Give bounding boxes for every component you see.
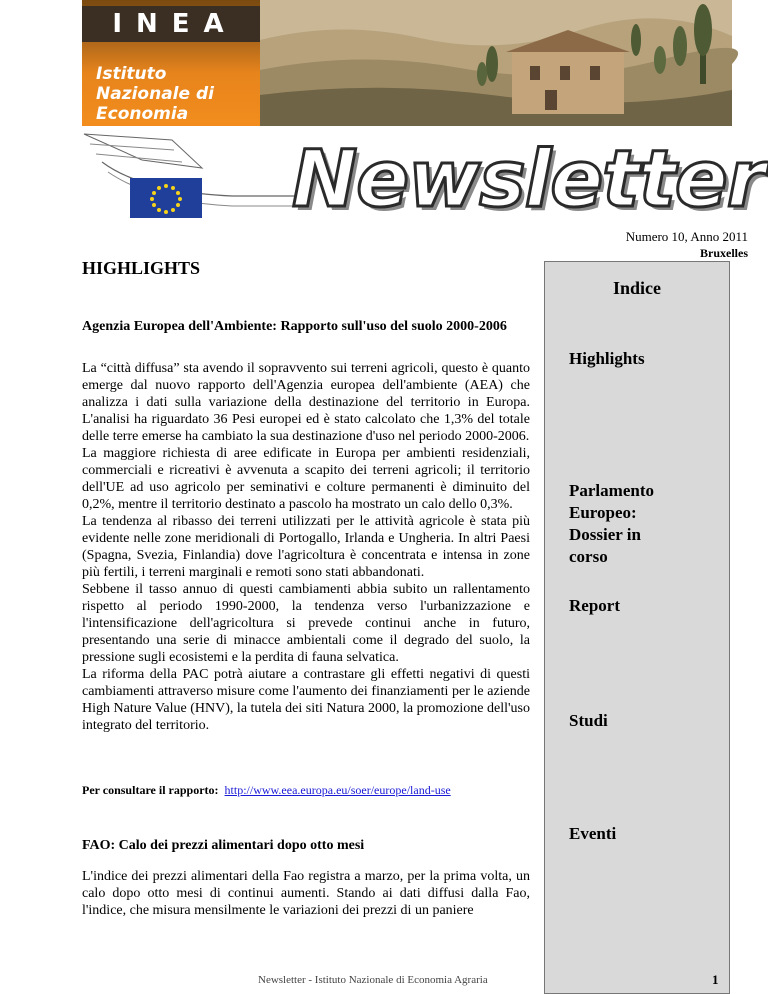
report-link[interactable]: http://www.eea.europa.eu/soer/europe/land-use (224, 783, 451, 797)
inea-logo: INEA (82, 6, 260, 42)
report-link-line (82, 783, 532, 798)
index-item-eventi[interactable]: Eventi (569, 824, 617, 843)
issue-info (626, 229, 748, 261)
landscape-photo (260, 0, 732, 126)
index-item-parlamento[interactable]: Parlamento Europeo: Dossier in corso (569, 481, 654, 566)
section-title: HIGHLIGHTS (82, 258, 201, 278)
article-body (82, 360, 530, 734)
article-paragraph: La riforma della PAC potrà aiutare a contrastare gli effetti negativi di questi cambiamenti attraverso misure come l'aumento dei finanziamenti per le aziende High Nature Value (HNV), la tutela dei siti Natura 2000, la promozione dell'uso integrato del territorio. (82, 667, 530, 733)
landscape-illustration (260, 0, 732, 126)
fao-article-title: FAO: Calo dei prezzi alimentari dopo otto mesi (82, 838, 365, 853)
inea-logo-panel (82, 0, 260, 144)
index-item-report[interactable]: Report (569, 596, 620, 615)
page-number: 1 (712, 972, 719, 987)
issue-number: Numero 10, Anno 2011 (625, 229, 748, 244)
article-paragraph: La maggiore richiesta di aree edificate in Europa per ambienti residenziali, commerciali e ricreativi è avvenuta a scapito dei terreni agricoli; il territorio dell'UE ad uso agricolo per seminativi e colture permanenti è diminuito del 0,2%, mentre il territorio destinato a pascolo ha mostrato un calo dello 0,3%. (82, 446, 530, 512)
institute-name: Istituto Nazionale di Economia Agraria (96, 64, 214, 144)
index-item-highlights[interactable]: Highlights (569, 349, 645, 368)
index-title: Indice (612, 278, 661, 298)
index-sidebar (544, 261, 730, 994)
issue-city: Bruxelles (700, 246, 748, 260)
article-paragraph: La tendenza al ribasso dei terreni utilizzati per le attività agricole è stata più evidente nelle zone meridionali di Portogallo, Irlanda e Ungheria. In altri Paesi (Spagna, Svezia, Finlandia) dove l'agricoltura è concentrata e intensa in zone più fertili, i terreni marginali e remoti sono stati abbandonati. (82, 514, 530, 580)
eu-flag-icon (130, 178, 202, 218)
report-link-label: Per consultare il rapporto: (82, 783, 219, 797)
fao-article-body: L'indice dei prezzi alimentari della Fao registra a marzo, per la prima volta, un calo dopo otto mesi di continui aumenti. Stando ai dati diffusi dalla Fao, l'indice, che misura mensilmente le variazioni dei prezzi di un paniere (82, 869, 530, 918)
article-paragraph: La “città diffusa” sta avendo il sopravvento sui terreni agricoli, questo è quanto emerge dal nuovo rapporto dell'Agenzia europea dell'ambiente (AEA) che analizza i dati sulla variazione della destinazione del territorio in Europa. L'analisi ha riguardato 36 Pesi europei ed è stato calcolato che 1,3% del totale delle terre emerse ha cambiato la sua destinazione d'uso nel periodo 2000-2006. (82, 361, 530, 444)
newsletter-title: Newsletter (292, 135, 765, 225)
article-title: Agenzia Europea dell'Ambiente: Rapporto sull'uso del suolo 2000-2006 (82, 319, 507, 334)
index-item-studi[interactable]: Studi (569, 711, 608, 730)
header-banner (82, 0, 732, 144)
article-paragraph: Sebbene il tasso annuo di questi cambiamenti abbia subito un rallentamento rispetto al periodo 1990-2000, la tendenza verso l'urbanizzazione e l'intensificazione dell'agricoltura si prevede continui anche in futuro, presentando una serie di minacce ambientali come il degrado del suolo, la pressione sugli ecosistemi e la perdita di fauna selvatica. (82, 582, 530, 665)
page-footer: Newsletter - Istituto Nazionale di Economia Agraria (258, 974, 488, 986)
